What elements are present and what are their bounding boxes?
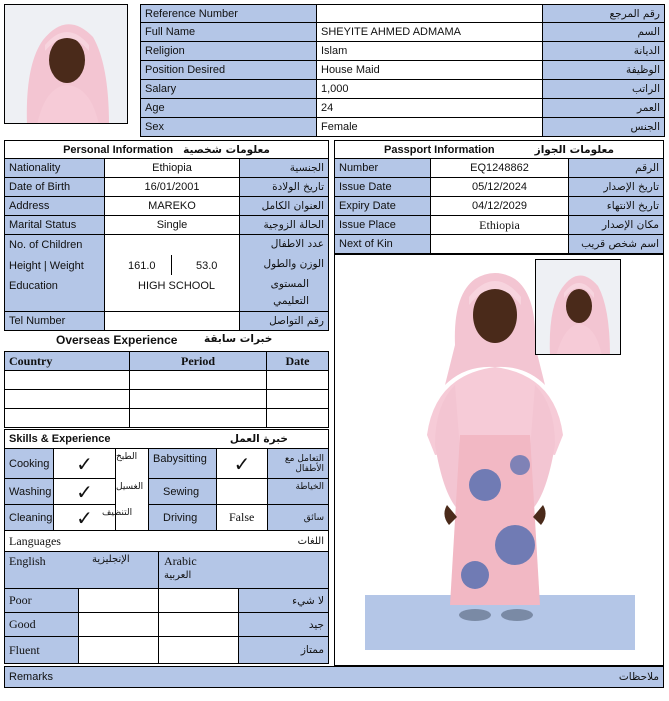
religion-value: Islam xyxy=(316,41,543,61)
address-label: Address xyxy=(4,196,105,216)
languages-title xyxy=(4,530,329,552)
passport-number-label-ar: الرقم xyxy=(568,158,664,178)
washing-label-ar: الغسيل xyxy=(116,482,144,492)
headshot-photo xyxy=(4,4,128,124)
dob-label: Date of Birth xyxy=(4,177,105,197)
ref-label: Reference Number xyxy=(140,4,317,23)
remarks-label: Remarks xyxy=(9,671,54,683)
children-label-ar: عدد الاطفال xyxy=(270,238,324,250)
skills-title-ar: خبرة العمل xyxy=(229,433,288,445)
col-country: Country xyxy=(4,351,130,371)
skills-title-en: Skills & Experience xyxy=(9,433,111,445)
issue-place-value: Ethiopia xyxy=(430,215,569,235)
languages-title-en: Languages xyxy=(9,533,61,548)
babysitting-check-icon: ✓ xyxy=(216,448,268,479)
remarks-label-ar: ملاحظات xyxy=(618,671,659,683)
arabic-label: Arabic xyxy=(164,554,197,568)
overseas-row-2-date xyxy=(266,389,329,409)
dob-label-ar: تاريخ الولادة xyxy=(239,177,329,197)
tel-label-ar: رقم التواصل xyxy=(239,311,329,331)
sewing-label-ar: الخياطة xyxy=(267,478,329,505)
tel-value xyxy=(104,311,240,331)
religion-label-ar: الديانة xyxy=(542,41,665,61)
expiry-date-label: Expiry Date xyxy=(334,196,431,216)
babysitting-ar-cell xyxy=(267,448,329,479)
poor-arabic xyxy=(158,588,239,613)
col-period: Period xyxy=(129,351,267,371)
position-label-ar: الوظيفة xyxy=(542,60,665,80)
position-label: Position Desired xyxy=(140,60,317,80)
sex-label: Sex xyxy=(140,117,317,137)
col-date: Date xyxy=(266,351,329,371)
nationality-value: Ethiopia xyxy=(104,158,240,178)
washing-label: Washing xyxy=(4,478,54,505)
issue-date-value: 05/12/2024 xyxy=(430,177,569,197)
babysitting-label-ar-2: الأطفال xyxy=(295,463,324,474)
ref-label-ar: رقم المرجع xyxy=(542,4,665,23)
address-value: MAREKO xyxy=(104,196,240,216)
personal-title-ar: معلومات شخصية xyxy=(183,143,270,156)
position-value: House Maid xyxy=(316,60,543,80)
cleaning-label: Cleaning xyxy=(4,504,54,531)
fullname-label-ar: السم xyxy=(542,22,665,42)
passport-number-label: Number xyxy=(334,158,431,178)
age-label-ar: العمر xyxy=(542,98,665,118)
overseas-row-3-date xyxy=(266,408,329,428)
marital-label: Marital Status xyxy=(4,215,105,235)
fluent-english xyxy=(78,636,159,664)
sex-label-ar: الجنس xyxy=(542,117,665,137)
overseas-row-1-period xyxy=(129,370,267,390)
inset-headshot-photo xyxy=(535,259,621,355)
passport-title-ar: معلومات الجواز xyxy=(534,143,614,156)
fluent-arabic xyxy=(158,636,239,664)
sewing-value xyxy=(216,478,268,505)
skills-title xyxy=(4,429,329,449)
poor-label-ar: لا شيء xyxy=(238,588,329,613)
driving-value: False xyxy=(216,504,268,531)
overseas-row-3-country xyxy=(4,408,130,428)
height-weight-divider xyxy=(171,255,172,275)
marital-label-ar: الحالة الزوجية xyxy=(239,215,329,235)
arabic-label-ar: العربية xyxy=(164,570,192,581)
expiry-date-label-ar: تاريخ الانتهاء xyxy=(568,196,664,216)
cooking-label-ar: الطبخ xyxy=(116,452,138,462)
english-label-ar: الإنجليزية xyxy=(92,554,130,565)
fluent-label-ar: ممتاز xyxy=(238,636,329,664)
languages-title-ar: اللغات xyxy=(297,535,324,547)
overseas-row-1-country xyxy=(4,370,130,390)
cooking-label: Cooking xyxy=(4,448,54,479)
poor-english xyxy=(78,588,159,613)
weight-value: 53.0 xyxy=(196,260,218,272)
sex-value: Female xyxy=(316,117,543,137)
issue-date-label: Issue Date xyxy=(334,177,431,197)
personal-middle-block xyxy=(104,234,240,312)
nationality-label-ar: الجنسية xyxy=(239,158,329,178)
education-value: HIGH SCHOOL xyxy=(138,280,216,292)
height-weight-label: Height | Weight xyxy=(9,260,84,272)
cooking-check-icon: ✓ xyxy=(53,448,116,479)
good-arabic xyxy=(158,612,239,637)
next-of-kin-label: Next of Kin xyxy=(334,234,431,254)
fullname-value: SHEYITE AHMED ADMAMA xyxy=(316,22,543,42)
sewing-label: Sewing xyxy=(148,478,217,505)
poor-label: Poor xyxy=(4,588,79,613)
good-label-ar: جيد xyxy=(238,612,329,637)
dob-value: 16/01/2001 xyxy=(104,177,240,197)
cleaning-label-ar: التنظيف xyxy=(102,508,133,518)
washing-check-icon: ✓ xyxy=(53,478,116,505)
personal-title-en: Personal Information xyxy=(63,143,174,156)
ref-value xyxy=(316,4,543,23)
english-label: English xyxy=(9,554,46,568)
salary-value: 1,000 xyxy=(316,79,543,99)
next-of-kin-label-ar: اسم شخص قريب xyxy=(568,234,664,254)
passport-number-value: EQ1248862 xyxy=(430,158,569,178)
babysitting-label-ar-1: التعامل مع xyxy=(284,453,324,464)
issue-place-label: Issue Place xyxy=(334,215,431,235)
children-label: No. of Children xyxy=(9,239,83,251)
passport-title-en: Passport Information xyxy=(384,143,495,156)
tel-label: Tel Number xyxy=(4,311,105,331)
babysitting-label: Babysitting xyxy=(148,448,217,479)
overseas-row-1-date xyxy=(266,370,329,390)
age-label: Age xyxy=(140,98,317,118)
age-value: 24 xyxy=(316,98,543,118)
driving-label-ar: سائق xyxy=(267,504,329,531)
next-of-kin-value xyxy=(430,234,569,254)
education-label: Education xyxy=(9,280,58,292)
overseas-row-3-period xyxy=(129,408,267,428)
fullname-label: Full Name xyxy=(140,22,317,42)
fluent-label: Fluent xyxy=(4,636,79,664)
marital-value: Single xyxy=(104,215,240,235)
education-label-ar-2: التعليمي xyxy=(273,295,309,307)
good-label: Good xyxy=(4,612,79,637)
overseas-title-ar: خبرات سابقة xyxy=(204,333,273,345)
nationality-label: Nationality xyxy=(4,158,105,178)
good-english xyxy=(78,612,159,637)
issue-place-label-ar: مكان الإصدار xyxy=(568,215,664,235)
expiry-date-value: 04/12/2029 xyxy=(430,196,569,216)
overseas-row-2-period xyxy=(129,389,267,409)
driving-label: Driving xyxy=(148,504,217,531)
overseas-title-en: Overseas Experience xyxy=(56,333,178,347)
lang-header-divider xyxy=(158,551,159,589)
overseas-row-2-country xyxy=(4,389,130,409)
salary-label: Salary xyxy=(140,79,317,99)
passport-title xyxy=(334,140,664,159)
remarks-row xyxy=(4,666,664,688)
religion-label: Religion xyxy=(140,41,317,61)
personal-title xyxy=(4,140,329,159)
cleaning-check-icon: ✓ xyxy=(53,504,116,531)
salary-label-ar: الراتب xyxy=(542,79,665,99)
education-label-ar-1: المستوى xyxy=(270,278,309,290)
height-weight-label-ar: الوزن والطول xyxy=(263,258,324,270)
issue-date-label-ar: تاريخ الإصدار xyxy=(568,177,664,197)
height-value: 161.0 xyxy=(128,260,156,272)
address-label-ar: العنوان الكامل xyxy=(239,196,329,216)
